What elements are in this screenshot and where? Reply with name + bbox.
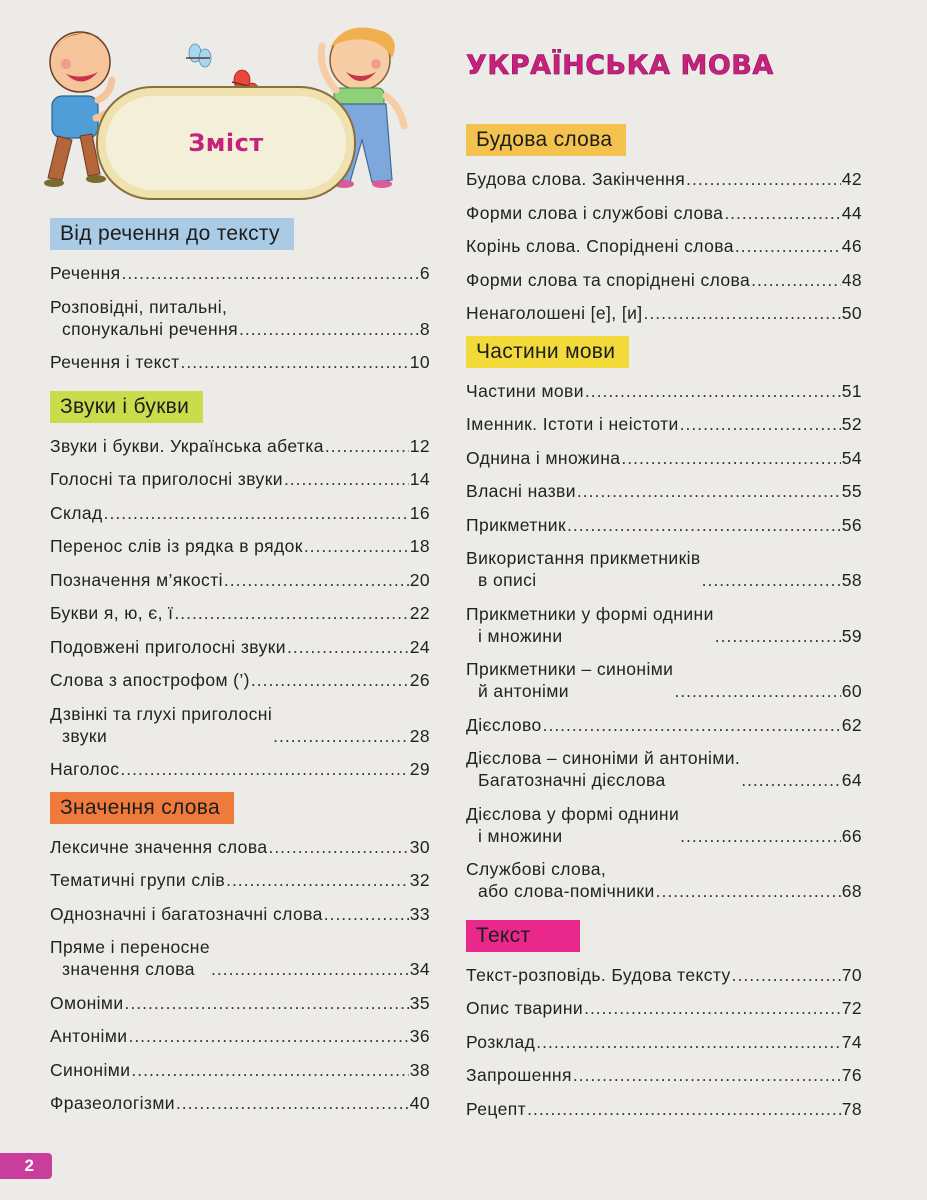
entry-title: Дієслова – синоніми й антоніми.: [466, 748, 741, 768]
page-number: 22: [409, 603, 430, 623]
dot-leader: [567, 514, 841, 536]
page-number: 35: [409, 992, 430, 1013]
entry-title: Склад: [50, 502, 103, 523]
dot-leader: [120, 758, 408, 780]
entry-title-continued: і множини: [478, 825, 563, 846]
entry-title: Прикметник: [466, 514, 567, 535]
section-heading: Текст: [466, 920, 580, 952]
toc-entry[interactable]: [50, 703, 430, 747]
toc-entry[interactable]: [466, 603, 862, 647]
entry-title: Речення і текст: [50, 352, 180, 372]
entry-title-continued: значення слова: [62, 959, 195, 979]
entry-title: Прикметники – синоніми: [466, 659, 674, 679]
toc-entry[interactable]: [466, 1064, 862, 1086]
dot-leader: [584, 997, 841, 1019]
contents-title-banner: [96, 86, 356, 200]
dot-leader: [174, 602, 408, 624]
dot-leader: [751, 269, 841, 291]
entry-title: Дзвінкі та глухі приголосні: [50, 703, 273, 724]
toc-entry[interactable]: [466, 714, 862, 736]
toc-entry[interactable]: [466, 480, 862, 502]
entry-title-continued: Багатозначні дієслова: [478, 770, 666, 790]
toc-entry[interactable]: [50, 758, 430, 780]
entry-title: Букви я, ю, є, ї: [50, 603, 174, 623]
toc-section-text: [466, 920, 862, 1120]
dot-leader: [674, 680, 840, 702]
dot-leader: [181, 351, 409, 373]
toc-entry[interactable]: [50, 502, 430, 524]
toc-entry[interactable]: [466, 1098, 862, 1120]
toc-section-word-meaning: [50, 792, 430, 1115]
page-number: 68: [841, 881, 862, 901]
toc-entry[interactable]: [50, 569, 430, 591]
dot-leader: [273, 725, 409, 747]
page-number: 8: [419, 318, 430, 339]
page-number: 20: [409, 569, 430, 590]
toc-entry[interactable]: [50, 992, 430, 1014]
toc-entry[interactable]: [50, 869, 430, 891]
dot-leader: [573, 1064, 841, 1086]
toc-entry[interactable]: [50, 836, 430, 858]
toc-entry[interactable]: [50, 636, 430, 658]
entry-title-continued: в описі: [478, 570, 537, 590]
toc-entry[interactable]: [466, 235, 862, 257]
page-number: 16: [409, 502, 430, 523]
entry-title: Використання прикметників: [466, 548, 701, 568]
toc-entry[interactable]: [50, 1059, 430, 1081]
contents-title: Зміст: [188, 129, 264, 157]
toc-entry[interactable]: [50, 669, 430, 691]
entry-title: Речення: [50, 263, 121, 283]
toc-entry[interactable]: [50, 1025, 430, 1047]
page-number: 28: [409, 725, 430, 746]
dot-leader: [104, 502, 409, 524]
section-heading: Звуки і букви: [50, 391, 203, 423]
page-number: 10: [409, 352, 430, 372]
entry-title: Форми слова і службові слова: [466, 202, 724, 223]
page-number: 58: [841, 570, 862, 590]
section-heading: Значення слова: [50, 792, 234, 824]
toc-entry[interactable]: [50, 435, 430, 457]
entry-title: Однозначні і багатозначні слова: [50, 903, 323, 924]
dot-leader: [128, 1025, 408, 1047]
entry-title-continued: й антоніми: [478, 681, 569, 701]
entry-title: Опис тварини: [466, 998, 584, 1018]
page-number: 6: [419, 263, 430, 283]
page-number: 24: [409, 636, 430, 657]
dot-leader: [621, 447, 840, 469]
toc-entry[interactable]: [50, 262, 430, 284]
entry-title: Подовжені приголосні звуки: [50, 636, 286, 657]
dot-leader: [585, 380, 841, 402]
dot-leader: [680, 825, 841, 847]
page-number: 72: [841, 998, 862, 1018]
dot-leader: [122, 262, 419, 284]
entry-title: Розповідні, питальні,: [50, 296, 228, 317]
page-number: 26: [409, 670, 430, 690]
entry-title: Іменник. Істоти і неістоти: [466, 414, 679, 434]
toc-entry[interactable]: [50, 296, 430, 340]
toc-entry[interactable]: [50, 1092, 430, 1114]
page-number: 48: [841, 269, 862, 290]
page-number: 50: [841, 303, 862, 323]
entry-title: Однина і множина: [466, 447, 621, 468]
page-number: 46: [841, 236, 862, 256]
entry-title: Рецепт: [466, 1098, 527, 1119]
entry-title-continued: або слова-помічники: [478, 881, 655, 901]
page-number: 76: [841, 1065, 862, 1085]
toc-entry[interactable]: [50, 535, 430, 557]
page-number: 74: [841, 1031, 862, 1052]
entry-title: Службові слова,: [466, 859, 607, 879]
toc-entry[interactable]: [50, 936, 430, 980]
page-number: 42: [841, 169, 862, 189]
toc-entry[interactable]: [466, 302, 862, 324]
page-number: 33: [409, 903, 430, 924]
dot-leader: [125, 992, 409, 1014]
entry-title-continued: звуки: [62, 725, 108, 746]
section-heading: Частини мови: [466, 336, 629, 368]
entry-title: Перенос слів із рядка в рядок: [50, 536, 303, 556]
dot-leader: [131, 1059, 408, 1081]
entry-title: Антоніми: [50, 1026, 128, 1046]
page-number: 40: [409, 1093, 430, 1113]
entry-title: Дієслова у формі однини: [466, 803, 680, 824]
page-number: 51: [841, 380, 862, 401]
dot-leader: [724, 202, 840, 224]
entry-title: Омоніми: [50, 992, 124, 1013]
entry-title: Дієслово: [466, 714, 542, 735]
dot-leader: [239, 318, 419, 340]
dot-leader: [543, 714, 841, 736]
toc-entry[interactable]: [466, 858, 862, 902]
page-number: 64: [841, 770, 862, 790]
page-number: 32: [409, 870, 430, 890]
page-number: 30: [409, 836, 430, 857]
entry-title: Будова слова. Закінчення: [466, 169, 686, 189]
toc-entry[interactable]: [466, 380, 862, 402]
entry-title: Лексичне значення слова: [50, 836, 268, 857]
toc-section-sounds-letters: [50, 391, 430, 781]
entry-title-continued: і множини: [478, 625, 563, 646]
toc-entry[interactable]: [50, 351, 430, 373]
toc-entry[interactable]: [466, 747, 862, 791]
entry-title: Запрошення: [466, 1065, 572, 1085]
entry-title: Фразеологізми: [50, 1093, 175, 1113]
toc-entry[interactable]: [466, 803, 862, 847]
page-number: 55: [841, 481, 862, 501]
entry-title: Власні назви: [466, 481, 576, 501]
dot-leader: [527, 1098, 841, 1120]
page-number-label: 2: [24, 1156, 34, 1175]
dot-leader: [741, 769, 841, 791]
page-number: 60: [841, 681, 862, 701]
page-number: 38: [409, 1059, 430, 1080]
entry-title: Звуки і букви. Українська абетка: [50, 435, 324, 456]
toc-entry[interactable]: [466, 964, 862, 986]
toc-entry[interactable]: [50, 468, 430, 490]
entry-title: Тематичні групи слів: [50, 870, 226, 890]
section-heading: Від речення до тексту: [50, 218, 294, 250]
page-number-badge: [0, 1153, 52, 1179]
subject-title: УКРАЇНСЬКА МОВА: [466, 50, 774, 81]
entry-title: Пряме і переносне: [50, 937, 210, 957]
entry-title: Синоніми: [50, 1059, 131, 1080]
toc-entry[interactable]: [466, 997, 862, 1019]
dot-leader: [226, 869, 409, 891]
page-number: 29: [409, 759, 430, 779]
dot-leader: [715, 625, 841, 647]
page-number: 34: [409, 959, 430, 979]
page-number: 59: [841, 625, 862, 646]
dot-leader: [224, 569, 409, 591]
entry-title: Слова з апострофом (’): [50, 670, 250, 690]
entry-title: Частини мови: [466, 380, 584, 401]
dot-leader: [702, 569, 841, 591]
dot-leader: [287, 636, 409, 658]
toc-entry[interactable]: [466, 547, 862, 591]
page-number: 44: [841, 202, 862, 223]
page-number: 52: [841, 414, 862, 434]
entry-title: Позначення м’якості: [50, 569, 223, 590]
page-number: 56: [841, 514, 862, 535]
toc-entry[interactable]: [466, 168, 862, 190]
toc-entry[interactable]: [50, 903, 430, 925]
toc-left-column: [50, 218, 430, 1126]
section-heading: Будова слова: [466, 124, 626, 156]
page-number: 12: [409, 435, 430, 456]
dot-leader: [735, 235, 841, 257]
dot-leader: [732, 964, 841, 986]
entry-title: Форми слова та споріднені слова: [466, 269, 751, 290]
dot-leader: [325, 435, 409, 457]
page-number: 54: [841, 447, 862, 468]
dot-leader: [268, 836, 408, 858]
entry-title: Текст-розповідь. Будова тексту: [466, 964, 731, 985]
dot-leader: [251, 669, 409, 691]
toc-entry[interactable]: [466, 447, 862, 469]
entry-title-continued: спонукальні речення: [62, 318, 239, 339]
toc-entry[interactable]: [50, 602, 430, 624]
entry-title: Прикметники у формі однини: [466, 603, 714, 624]
dot-leader: [176, 1092, 409, 1114]
toc-entry[interactable]: [466, 413, 862, 435]
toc-entry[interactable]: [466, 658, 862, 702]
page-number: 14: [409, 469, 430, 489]
entry-title: Корінь слова. Споріднені слова: [466, 236, 734, 256]
toc-section-sentence-to-text: [50, 218, 430, 373]
dot-leader: [686, 168, 841, 190]
dot-leader: [324, 903, 409, 925]
entry-title: Ненаголошені [е], [и]: [466, 303, 643, 323]
toc-section-word-structure: [466, 124, 862, 324]
dot-leader: [656, 880, 841, 902]
toc-entry[interactable]: [466, 1031, 862, 1053]
page-number: 66: [841, 825, 862, 846]
page-number: 78: [841, 1098, 862, 1119]
dot-leader: [536, 1031, 840, 1053]
entry-title: Наголос: [50, 759, 120, 779]
toc-entry[interactable]: [466, 269, 862, 291]
dot-leader: [284, 468, 409, 490]
toc-entry[interactable]: [466, 202, 862, 224]
page-number: 62: [841, 714, 862, 735]
toc-section-parts-of-speech: [466, 336, 862, 903]
toc-right-column: [466, 124, 862, 1131]
entry-title: Голосні та приголосні звуки: [50, 469, 283, 489]
dot-leader: [680, 413, 841, 435]
dot-leader: [644, 302, 841, 324]
toc-entry[interactable]: [466, 514, 862, 536]
dot-leader: [211, 958, 409, 980]
page-number: 36: [409, 1026, 430, 1046]
page-number: 70: [841, 964, 862, 985]
dot-leader: [304, 535, 409, 557]
page-number: 18: [409, 536, 430, 556]
entry-title: Розклад: [466, 1031, 536, 1052]
blue-butterfly-icon: [186, 44, 211, 67]
dot-leader: [577, 480, 841, 502]
